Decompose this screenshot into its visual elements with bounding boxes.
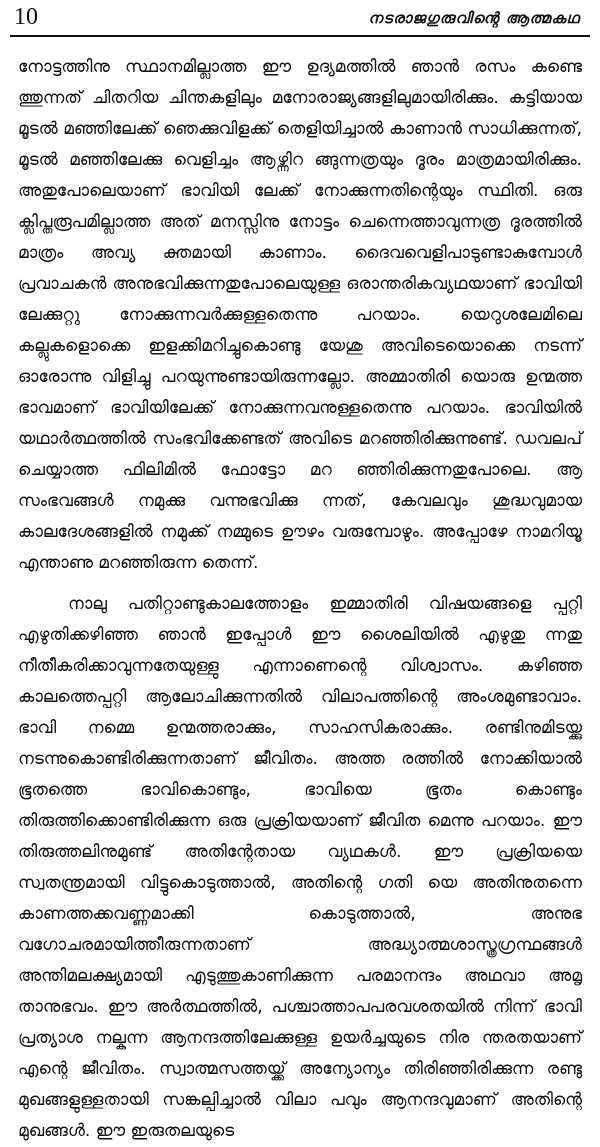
paragraph-1: നോട്ടത്തിനു സ്ഥാനമില്ലാത്ത ഈ ഉദ്യമത്തിൽ ഞാൻ രസം കണ്ടെ ത്തുന്നത് ചിതറിയ ചിന്തകളിലും മനോരാജ്യങ്ങളിലുമായിരിക്കും. കട്ടിയായ മൂടൽ മഞ്ഞിലേക്ക് ഞെക്കുവിളക്ക് തെളിയിച്ചാൽ കാണാൻ സാധിക്കുന്നത്, മൂടൽ മഞ്ഞിലേക്കു വെളിച്ചം ആഴ്ന്നിറ ങ്ങുന്നത്രയും ദൂരം മാത്രമായിരിക്കും. അതുപോലെയാണ് ഭാവിയി ലേക്ക് നോക്കുന്നതിന്റെയും സ്ഥിതി. ഒരു ക്ലിപ്തരൂപമില്ലാത്ത അത് മനസ്സിനു നോട്ടം ചെന്നെത്താവുന്നത്ര ദൂരത്തിൽ മാത്രം അവ്യ ക്തമായി കാണാം. ദൈവവെളിപാടുണ്ടാകുമ്പോൾ പ്രവാചകൻ അനുഭവിക്കുന്നതുപോലെയുള്ള ഒരാന്തരികവ്യഥയാണ് ഭാവിയി ലേക്കുറ്റു നോക്കുന്നവർക്കുള്ളതെന്നു പറയാം. യെറുശലേമിലെ കല്ലുകളൊക്കെ ഇളക്കിമറിച്ചുകൊണ്ടു യേശു അവിടെയൊക്കെ നടന്ന് ഓരോന്നു വിളിച്ചു പറയുന്നുണ്ടായിരുന്നല്ലോ. അമ്മാതിരി യൊരു ഉന്മത്ത ഭാവമാണ് ഭാവിയിലേക്ക് നോക്കുന്നവനുള്ളതെന്നു പറയാം. ഭാവിയിൽ യഥാർത്ഥത്തിൽ സംഭവിക്കേണ്ടത് അവിടെ മറഞ്ഞിരിക്കുന്നുണ്ട്. ഡവലപ് ചെയ്യാത്ത ഫിലിമിൽ ഫോട്ടോ മറ ഞ്ഞിരിക്കുന്നതുപോലെ. ആ സംഭവങ്ങൾ നമുക്കു വന്നുഭവിക്കു ന്നത്, കേവലവും ശുദ്ധവുമായ കാലദേശങ്ങളിൽ നമുക്ക് നമ്മുടെ ഊഴം വരുമ്പോഴും. അപ്പോഴേ നാമറിയൂ എന്താണു മറഞ്ഞിരുന്ന തെന്ന്. <box>18 57 582 573</box>
page-header <box>14 2 586 36</box>
page-number: 10 <box>14 4 38 30</box>
body-text <box>18 52 582 1147</box>
header-rule <box>10 35 590 37</box>
paragraph-2: നാലു പതിറ്റാണ്ടുകാലത്തോളം ഇമ്മാതിരി വിഷയങ്ങളെ പ്പറ്റി എഴുതിക്കഴിഞ്ഞ ഞാൻ ഇപ്പോൾ ഈ ശൈലിയിൽ എഴുതു ന്നതു നീതീകരിക്കാവുന്നതേയുള്ളു എന്നാണെന്റെ വിശ്വാസം. കഴിഞ്ഞ കാലത്തെപ്പറ്റി ആലോചിക്കുന്നതിൽ വിലാപത്തിന്റെ അംശമുണ്ടാവാം. ഭാവി നമ്മെ ഉന്മത്തരാക്കും, സാഹസികരാക്കും. രണ്ടിനുമിടയ്ക്കു നടന്നുകൊണ്ടിരിക്കുന്നതാണ് ജീവിതം. അത്ത രത്തിൽ നോക്കിയാൽ ഭൂതത്തെ ഭാവികൊണ്ടും, ഭാവിയെ ഭൂതം കൊണ്ടും തിരുത്തിക്കൊണ്ടിരിക്കുന്ന ഒരു പ്രക്രിയയാണ് ജീവിത മെന്നു പറയാം. ഈ തിരുത്തലിനുമുണ്ട് അതിന്റേതായ വ്യഥകൾ. ഈ പ്രക്രിയയെ സ്വതന്ത്രമായി വിട്ടുകൊടുത്താൽ, അതിന്റെ ഗതി യെ അതിനുതന്നെ കാണത്തക്കവണ്ണമാക്കി കൊടുത്താൽ, അനുഭ വഗോചരമായിത്തീരുന്നതാണ് അദ്ധ്യാത്മശാസ്ത്രഗ്രന്ഥങ്ങൾ അന്തിമലക്ഷ്യമായി എടുത്തുകാണിക്കുന്ന പരമാനന്ദം അഥവാ അമൃ താനുഭവം. ഈ അർത്ഥത്തിൽ, പശ്ചാത്താപപരവശതയിൽ നിന്ന് ഭാവി പ്രത്യാശ നല്കുന്ന ആനന്ദത്തിലേക്കുള്ള ഉയർച്ചയുടെ നിര ന്തരതയാണ് എന്റെ ജീവിതം. സ്വാത്മസത്തയ്ക്ക് അന്യോന്യം തിരിഞ്ഞിരിക്കുന്ന രണ്ടു മുഖങ്ങളുള്ളതായി സങ്കല്പിച്ചാൽ വിലാ പവും ആനന്ദവുമാണ് അതിന്റെ മുഖങ്ങൾ. ഈ ഇരുതലയുടെ <box>18 594 582 1141</box>
running-title: നടരാജഗുരുവിന്റെ ആത്മകഥ <box>368 9 580 27</box>
